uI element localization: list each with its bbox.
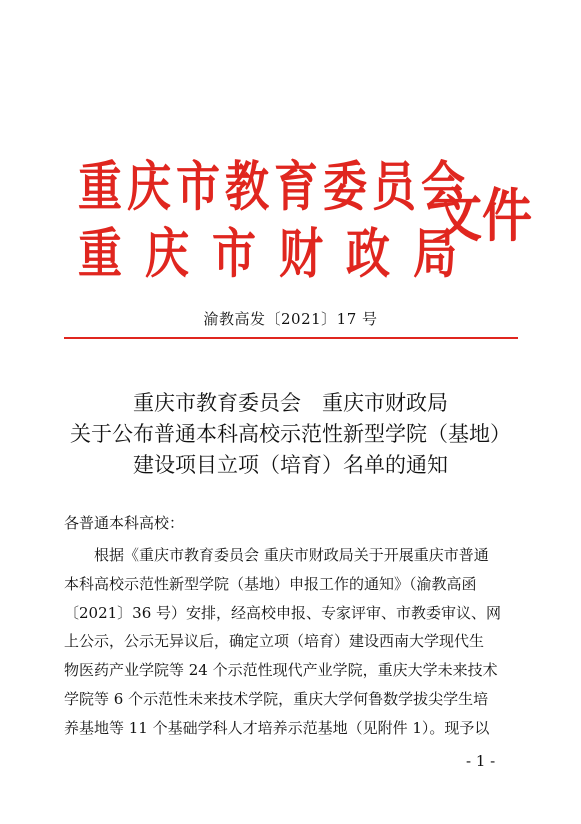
title-line: 建设项目立项（培育）名单的通知 bbox=[133, 453, 448, 477]
red-divider-line bbox=[64, 337, 518, 339]
document-title bbox=[0, 388, 581, 481]
body-line: 本科高校示范性新型学院（基地）申报工作的通知》（渝教高函 bbox=[64, 574, 477, 593]
body-line: 上公示，公示无异议后，确定立项（培育）建设西南大学现代生 bbox=[64, 632, 485, 651]
body-paragraph bbox=[64, 541, 516, 743]
page-number: - 1 - bbox=[466, 752, 496, 770]
body-line: 根据《重庆市教育委员会 重庆市财政局关于开展重庆市普通 bbox=[94, 546, 489, 564]
salutation: 各普通本科高校： bbox=[64, 514, 185, 532]
title-line: 重庆市教育委员会 重庆市财政局 bbox=[133, 391, 448, 415]
document-type-suffix: 文件 bbox=[432, 182, 532, 250]
document-number: 渝教高发〔2021〕17 号 bbox=[203, 310, 378, 328]
body-line: 物医药产业学院等 24 个示范性现代产业学院，重庆大学未来技术 bbox=[64, 661, 498, 680]
issuer-name-finance-bureau: 重庆市财政局 bbox=[78, 223, 480, 286]
issuer-name-education-commission: 重庆市教育委员会 bbox=[78, 156, 470, 219]
body-line: 〔2021〕36 号）安排，经高校申报、专家评审、市教委审议、网 bbox=[64, 603, 502, 622]
body-line: 养基地等 11 个基础学科人才培养示范基地（见附件 1）。现予以 bbox=[64, 718, 490, 737]
body-line: 学院等 6 个示范性未来技术学院，重庆大学何鲁数学拔尖学生培 bbox=[64, 689, 489, 708]
title-line: 关于公布普通本科高校示范性新型学院（基地） bbox=[70, 422, 511, 446]
